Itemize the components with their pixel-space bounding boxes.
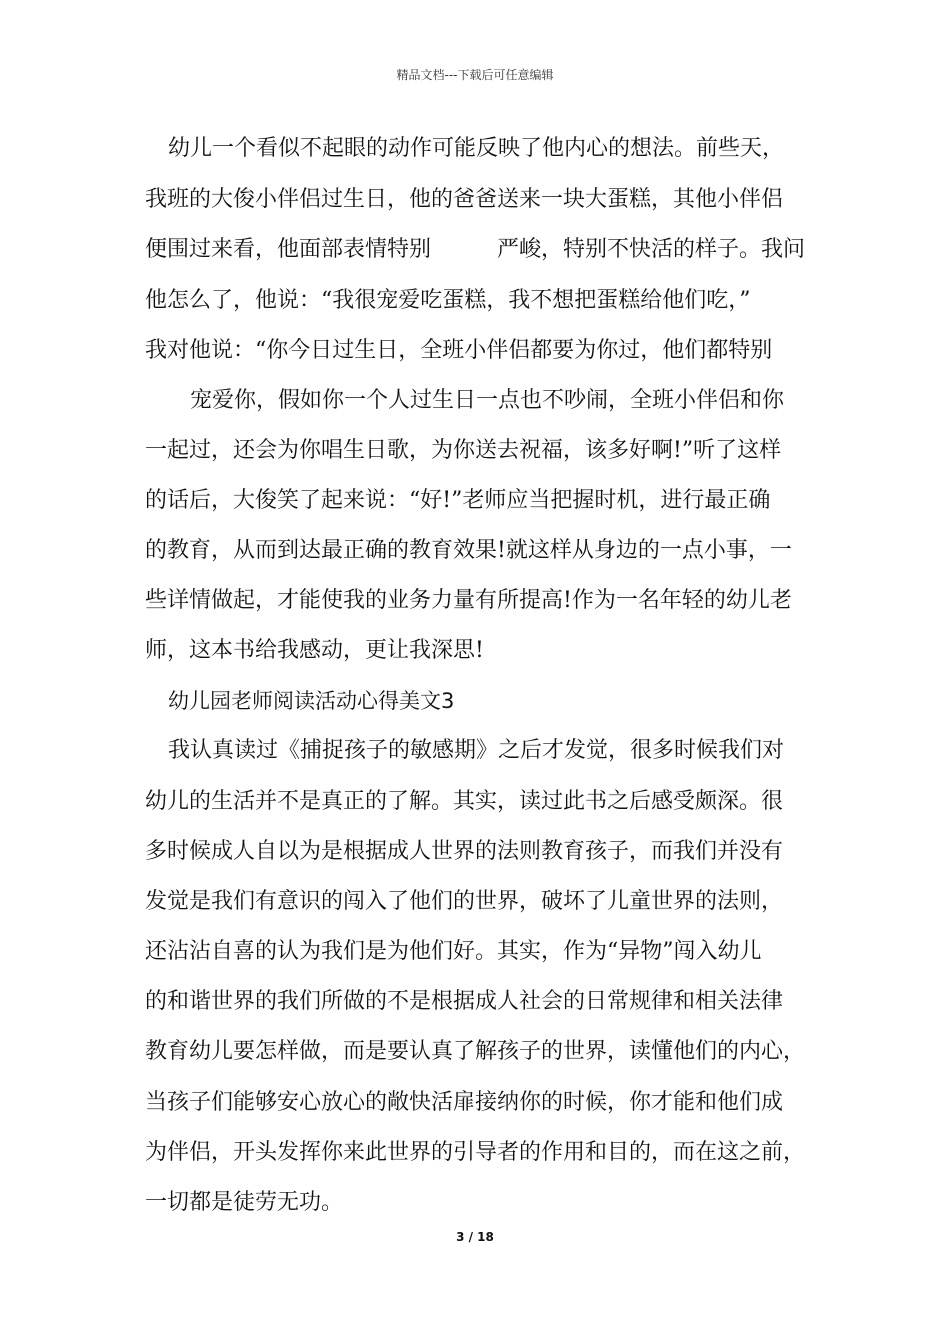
text-line: 为伴侣，开头发挥你来此世界的引导者的作用和目的，而在这之前，	[145, 1140, 806, 1165]
text-line: 的话后，大俊笑了起来说：“好!”老师应当把握时机，进行最正确	[145, 488, 771, 513]
page-number: 3 / 18	[456, 1230, 494, 1244]
text-line: 当孩子们能够安心放心的敞快活扉接纳你的时候，你才能和他们成	[145, 1090, 784, 1115]
text-line: 多时候成人自以为是根据成人世界的法则教育孩子，而我们并没有	[145, 839, 784, 864]
text-line: 些详情做起，才能使我的业务力量有所提高!作为一名年轻的幼儿老	[145, 588, 792, 613]
section-heading: 幼儿园老师阅读活动心得美文3	[168, 689, 455, 713]
text-line: 他怎么了，他说：“我很宠爱吃蛋糕，我不想把蛋糕给他们吃，”	[145, 288, 751, 313]
text-line: 幼儿一个看似不起眼的动作可能反映了他内心的想法。前些天，	[168, 136, 785, 161]
page-header: 精品文档---下载后可任意编辑	[396, 68, 554, 82]
text-line: 的教育，从而到达最正确的教育效果!就这样从身边的一点小事，一	[145, 538, 792, 563]
text-line: 我认真读过《捕捉孩子的敏感期》之后才发觉，很多时候我们对	[168, 738, 785, 763]
text-line: 幼儿的生活并不是真正的了解。其实，读过此书之后感受颇深。很	[145, 789, 784, 814]
text-line: 发觉是我们有意识的闯入了他们的世界，破坏了儿童世界的法则，	[145, 889, 784, 914]
text-line: 一起过，还会为你唱生日歌，为你送去祝福，该多好啊!”听了这样	[145, 438, 782, 463]
text-line: 师，这本书给我感动，更让我深思!	[145, 638, 484, 663]
text-line: 我对他说：“你今日过生日，全班小伴侣都要为你过，他们都特别	[145, 338, 773, 363]
text-line: 还沾沾自喜的认为我们是为他们好。其实，作为“异物”闯入幼儿	[145, 939, 762, 964]
text-line: 的和谐世界的我们所做的不是根据成人社会的日常规律和相关法律	[145, 989, 784, 1014]
text-line: 便围过来看，他面部表情特别 严峻，特别不快活的样子。我问	[145, 237, 806, 262]
text-line: 教育幼儿要怎样做，而是要认真了解孩子的世界，读懂他们的内心，	[145, 1039, 806, 1064]
text-line: 宠爱你，假如你一个人过生日一点也不吵闹，全班小伴侣和你	[190, 388, 785, 413]
text-line: 一切都是徒劳无功。	[145, 1190, 344, 1215]
text-line: 我班的大俊小伴侣过生日，他的爸爸送来一块大蛋糕，其他小伴侣	[145, 187, 784, 212]
